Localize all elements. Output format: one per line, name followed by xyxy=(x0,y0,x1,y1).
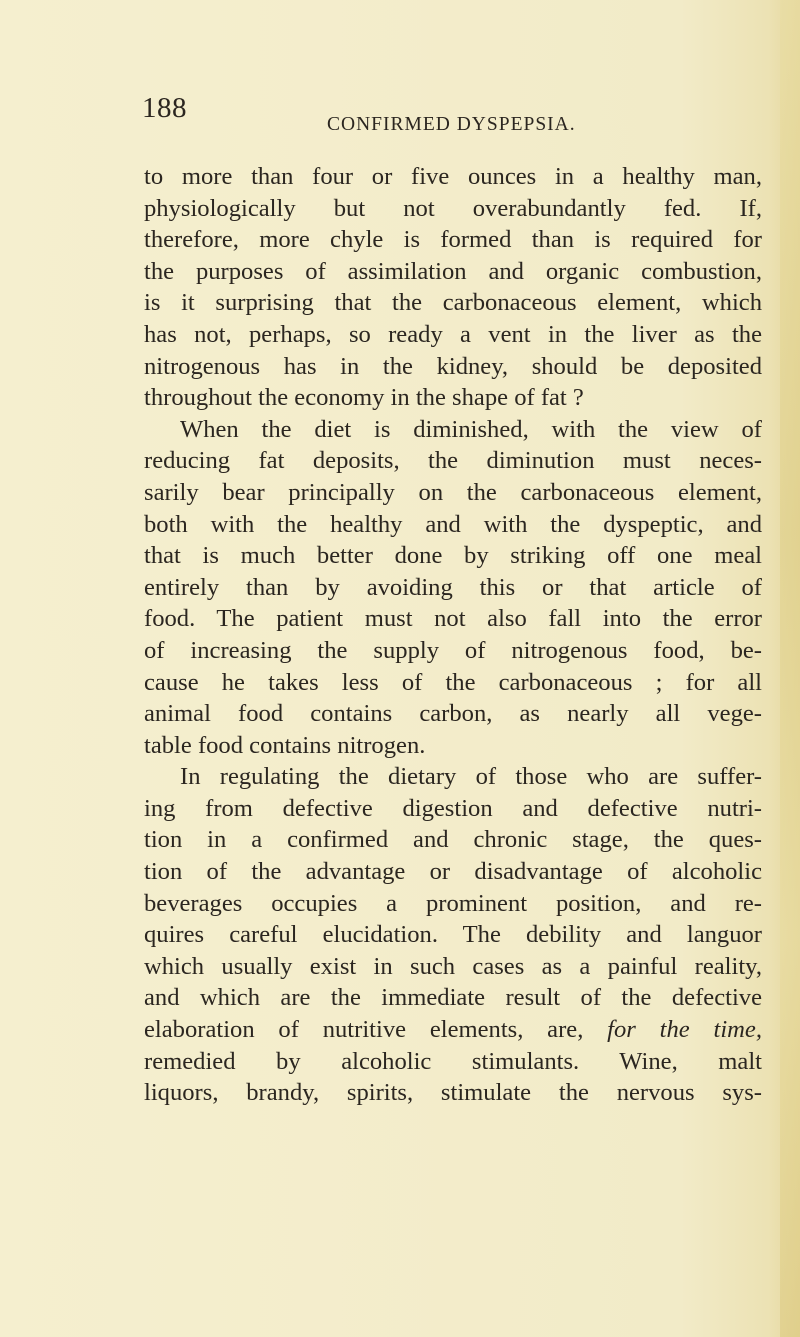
text-line: tion of the advantage or disadvantage of alcoholic xyxy=(144,858,762,886)
text-line: animal food contains carbon, as nearly all vege- xyxy=(144,700,762,728)
text-line: throughout the economy in the shape of fat ? xyxy=(144,384,584,412)
text-line: therefore, more chyle is formed than is required for xyxy=(144,226,762,254)
running-head xyxy=(142,92,762,140)
text-line: has not, perhaps, so ready a vent in the liver as the xyxy=(144,320,762,348)
text-line-with-italic xyxy=(144,1014,762,1046)
body-text xyxy=(144,161,762,1109)
text-line: table food contains nitrogen. xyxy=(144,731,426,759)
text-line: which usually exist in such cases as a painful reality, xyxy=(144,952,762,980)
text-line: beverages occupies a prominent position, and re- xyxy=(144,889,762,917)
text-line: cause he takes less of the carbonaceous ; for all xyxy=(144,668,762,696)
text-line: and which are the immediate result of the defective xyxy=(144,984,762,1012)
text-line: of increasing the supply of nitrogenous food, be- xyxy=(144,636,762,664)
text-line: that is much better done by striking off one meal xyxy=(144,542,762,570)
text-segment: elaboration of nutritive elements, are, xyxy=(144,1016,584,1044)
page-edge-stain xyxy=(780,0,800,1337)
text-line: When the diet is diminished, with the view of xyxy=(180,415,762,443)
text-line: reducing fat deposits, the diminution must neces- xyxy=(144,447,762,475)
text-line: entirely than by avoiding this or that article of xyxy=(144,573,762,601)
running-title: CONFIRMED DYSPEPSIA. xyxy=(327,114,576,135)
text-line: both with the healthy and with the dyspeptic, and xyxy=(144,510,762,538)
text-line: remedied by alcoholic stimulants. Wine, malt xyxy=(144,1047,762,1075)
text-line: is it surprising that the carbonaceous element, which xyxy=(144,289,762,317)
italic-phrase: for the time, xyxy=(607,1016,762,1044)
text-line: the purposes of assimilation and organic combustion, xyxy=(144,257,762,285)
text-line: nitrogenous has in the kidney, should be deposited xyxy=(144,352,762,380)
text-line: liquors, brandy, spirits, stimulate the nervous sys- xyxy=(144,1079,762,1107)
page-number: 188 xyxy=(142,92,187,124)
text-line: food. The patient must not also fall into the error xyxy=(144,605,762,633)
text-line: tion in a confirmed and chronic stage, the ques- xyxy=(144,826,762,854)
text-line: sarily bear principally on the carbonaceous element, xyxy=(144,478,762,506)
text-line: physiologically but not overabundantly fed. If, xyxy=(144,194,762,222)
text-line: In regulating the dietary of those who are suffer- xyxy=(180,763,762,791)
text-line: ing from defective digestion and defective nutri- xyxy=(144,794,762,822)
text-line: quires careful elucidation. The debility and languor xyxy=(144,921,762,949)
text-line: to more than four or five ounces in a healthy man, xyxy=(144,163,762,190)
